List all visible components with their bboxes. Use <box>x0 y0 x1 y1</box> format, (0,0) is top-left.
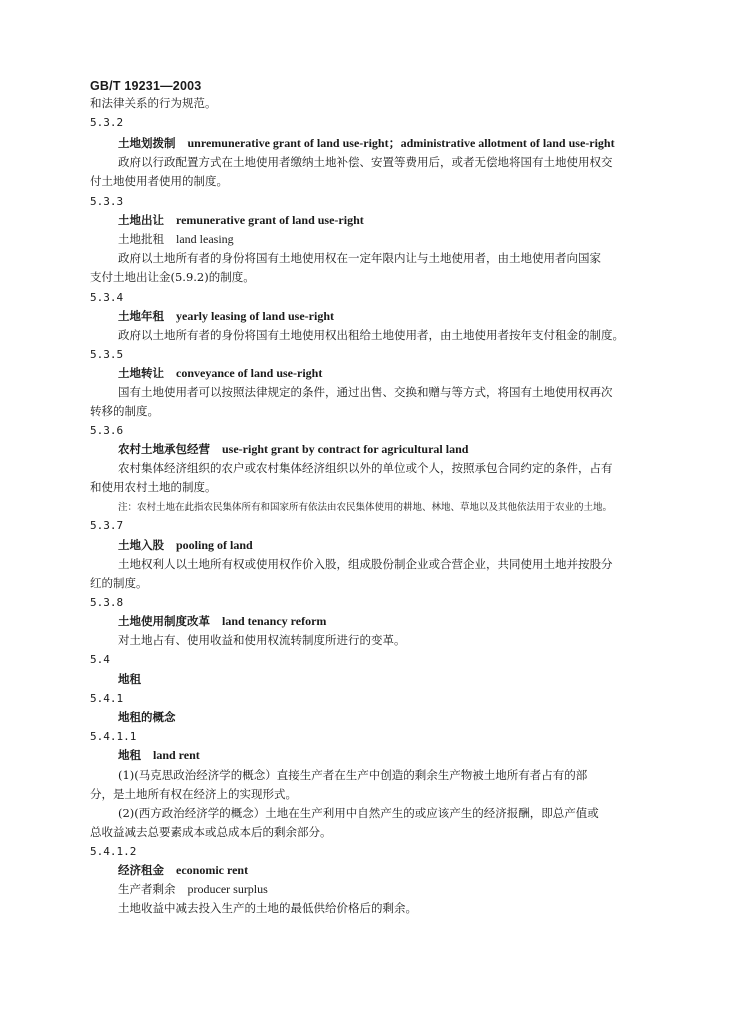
definition-text: 对土地占有、使用收益和使用权流转制度所进行的变革。 <box>118 633 406 647</box>
term-entry <box>118 863 730 878</box>
term-english: remunerative grant of land use-right <box>176 213 364 227</box>
term-chinese: 土地出让 <box>118 213 164 227</box>
definition-text: (2)(西方政治经济学的概念）土地在生产利用中自然产生的或应该产生的经济报酬，即总产值或 <box>118 806 599 820</box>
definition-text: 付土地使用者使用的制度。 <box>90 174 228 188</box>
term-chinese: 土地划拨制 <box>118 136 176 150</box>
synonym-chinese: 土地批租 <box>118 232 164 246</box>
term-entry <box>118 748 730 763</box>
definition-text: 红的制度。 <box>90 576 148 590</box>
term-entry <box>118 213 730 228</box>
clause-number: 5.3.5 <box>90 348 124 361</box>
synonym-english: land leasing <box>176 232 234 246</box>
clause-number: 5.4.1.2 <box>90 845 137 858</box>
definition-text: 转移的制度。 <box>90 404 159 418</box>
term-english: land rent <box>153 748 200 762</box>
term-chinese: 经济租金 <box>118 863 164 877</box>
term-chinese: 农村土地承包经营 <box>118 442 210 456</box>
synonym-chinese: 生产者剩余 <box>118 882 176 896</box>
clause-number: 5.3.8 <box>90 596 124 609</box>
synonym-entry <box>118 882 730 897</box>
clause-number: 5.3.2 <box>90 116 124 129</box>
term-entry <box>118 136 730 151</box>
definition-text: 农村集体经济组织的农户或农村集体经济组织以外的单位或个人，按照承包合同约定的条件，占有 <box>118 461 613 475</box>
term-english: use-right grant by contract for agricultural land <box>222 442 469 456</box>
clause-number: 5.4.1.1 <box>90 730 137 743</box>
synonym-english: producer surplus <box>187 882 268 896</box>
term-entry <box>118 442 730 457</box>
section-title: 地租的概念 <box>118 710 176 724</box>
definition-text: 支付土地出让金(5.9.2)的制度。 <box>90 270 255 284</box>
term-chinese: 土地入股 <box>118 538 164 552</box>
clause-number: 5.3.4 <box>90 291 124 304</box>
term-chinese: 土地年租 <box>118 309 164 323</box>
term-chinese: 土地使用制度改革 <box>118 614 210 628</box>
definition-text: 国有土地使用者可以按照法律规定的条件，通过出售、交换和赠与等方式，将国有土地使用权再次 <box>118 385 613 399</box>
term-entry <box>118 366 730 381</box>
clause-number: 5.3.3 <box>90 195 124 208</box>
synonym-entry <box>118 232 730 247</box>
term-english: land tenancy reform <box>222 614 327 628</box>
term-chinese: 地租 <box>118 748 141 762</box>
definition-text: 政府以行政配置方式在土地使用者缴纳土地补偿、安置等费用后，或者无偿地将国有土地使用权交 <box>118 155 613 169</box>
section-title: 地租 <box>118 672 141 686</box>
definition-text: 分，是土地所有权在经济上的实现形式。 <box>90 787 297 801</box>
term-english: pooling of land <box>176 538 253 552</box>
definition-text: 政府以土地所有者的身份将国有土地使用权在一定年限内让与土地使用者，由土地使用者向国家 <box>118 251 601 265</box>
definition-text: (1)(马克思政治经济学的概念）直接生产者在生产中创造的剩余生产物被土地所有者占有的部 <box>118 768 588 782</box>
definition-text: 和法律关系的行为规范。 <box>90 96 217 110</box>
term-english: conveyance of land use-right <box>176 366 323 380</box>
term-entry <box>118 614 730 629</box>
standard-header: GB/T 19231—2003 <box>90 79 202 93</box>
definition-text: 总收益减去总要素成本或总成本后的剩余部分。 <box>90 825 332 839</box>
definition-text: 和使用农村土地的制度。 <box>90 480 217 494</box>
note-text: 注：农村土地在此指农民集体所有和国家所有依法由农民集体使用的耕地、林地、草地以及其他依法用于农业的土地。 <box>118 502 613 513</box>
definition-text: 土地权利人以土地所有权或使用权作价入股，组成股份制企业或合营企业，共同使用土地并按股分 <box>118 557 613 571</box>
term-chinese: 土地转让 <box>118 366 164 380</box>
term-english: yearly leasing of land use-right <box>176 309 334 323</box>
clause-number: 5.3.7 <box>90 519 124 532</box>
clause-number: 5.4 <box>90 653 110 666</box>
term-entry <box>118 309 730 324</box>
definition-text: 政府以土地所有者的身份将国有土地使用权出租给土地使用者，由土地使用者按年支付租金的制度。 <box>118 328 624 342</box>
term-english: economic rent <box>176 863 249 877</box>
term-english: unremunerative grant of land use-right；administrative allotment of land use-right <box>187 136 615 150</box>
term-entry <box>118 538 730 553</box>
definition-text: 土地收益中减去投入生产的土地的最低供给价格后的剩余。 <box>118 901 417 915</box>
clause-number: 5.4.1 <box>90 692 124 705</box>
clause-number: 5.3.6 <box>90 424 124 437</box>
